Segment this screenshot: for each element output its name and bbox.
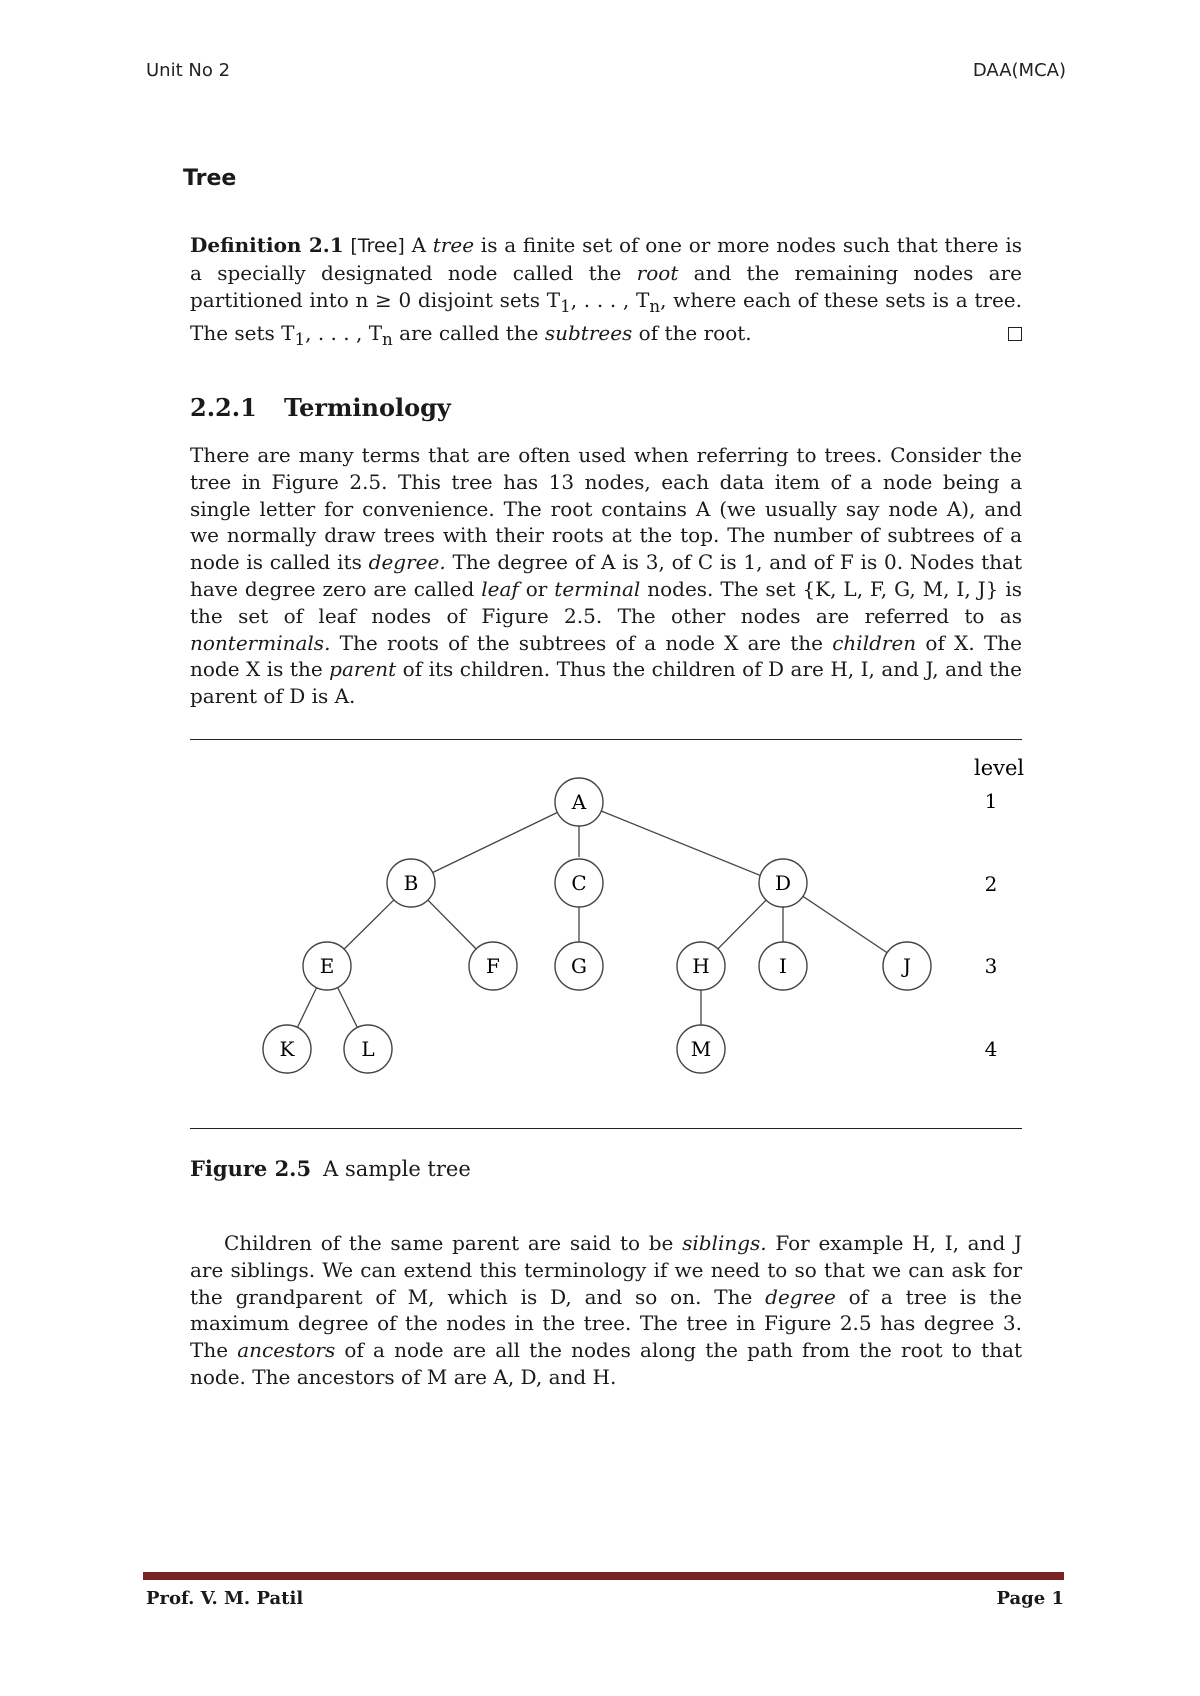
term-text-5: The roots of the subtrees of a node X are the: [330, 630, 833, 655]
figure-caption-number: Figure 2.5: [190, 1156, 312, 1181]
sib-text-4: of a node are all the nodes along the path from the root to that node. The ancestors of M are A, D, and H.: [190, 1338, 1022, 1389]
figure-bottom-rule: [190, 1128, 1022, 1129]
term-text-4: nodes. The set {K, L, F, G, M, I, J} is the set of leaf nodes of Figure 2.5. The other nodes are referred to as: [190, 576, 1022, 628]
term-degree: degree.: [368, 550, 446, 575]
tree-node-label: B: [403, 871, 419, 895]
tree-node-label: E: [319, 954, 335, 978]
def-text-5: , . . . , T: [570, 287, 650, 312]
tree-node-m: [677, 1025, 725, 1073]
term-text-2: The degree of A is 3, of C is 1, and of F is 0. Nodes that have degree zero are called: [190, 550, 1023, 601]
tree-node-label: I: [779, 954, 787, 978]
figure-caption: [190, 1156, 471, 1181]
tree-node-h: [677, 942, 725, 990]
def-text-3: and the remaining nodes are partitioned into n ≥ 0 disjoint sets T: [190, 260, 1022, 312]
def-text-1: A: [404, 233, 433, 257]
section-title: Tree: [183, 166, 237, 191]
sib-text-2: For example H, I, and J are siblings. We can extend this terminology if we need to so that we can ask for the grandparent of M, which is D, and so on. The: [190, 1231, 1022, 1309]
tree-node-label: F: [486, 954, 500, 978]
term-children: children: [832, 630, 917, 655]
def-sub-1: 1: [560, 296, 571, 316]
tree-node-d: [759, 859, 807, 907]
tree-node-g: [555, 942, 603, 990]
sib-text-1: Children of the same parent are said to be: [224, 1231, 683, 1255]
level-4: 4: [984, 1037, 998, 1061]
subsection-number: 2.2.1: [190, 393, 257, 422]
sib-degree: degree: [765, 1284, 836, 1309]
tree-node-label: D: [774, 871, 792, 895]
def-sub-1b: 1: [294, 330, 306, 350]
tree-node-label: H: [692, 954, 710, 978]
footer-divider: [143, 1572, 1064, 1580]
tree-node-label: A: [571, 790, 587, 814]
tree-node-b: [387, 859, 435, 907]
tree-node-label: L: [361, 1037, 375, 1061]
term-parent: parent: [329, 657, 397, 682]
tree-node-a: [555, 778, 603, 826]
definition-tag: [Tree]: [350, 235, 405, 257]
tree-node-label: G: [571, 954, 587, 978]
tree-node-l: [344, 1025, 392, 1073]
tree-node-label: K: [279, 1037, 295, 1061]
edge-a-b: [411, 802, 579, 883]
siblings-paragraph: [190, 1230, 1022, 1391]
tree-node-e: [303, 942, 351, 990]
def-text-2: is a finite set of one or more nodes such that there is a specially designated node called the: [190, 233, 1022, 285]
def-text-7: , where each of these sets is a tree. The sets T: [190, 287, 1022, 346]
tree-node-i: [759, 942, 807, 990]
tree-node-k: [263, 1025, 311, 1073]
term-terminal: terminal: [554, 576, 641, 601]
footer-page-number: Page 1: [996, 1588, 1064, 1609]
def-text-12: of the root.: [632, 321, 752, 346]
edge-a-d: [579, 802, 779, 883]
sib-ancestors: ancestors: [237, 1338, 336, 1363]
term-nonterminals: nonterminals.: [190, 630, 331, 655]
definition-label: Definition 2.1: [190, 233, 344, 257]
footer-author: Prof. V. M. Patil: [146, 1588, 304, 1609]
def-text-9: , . . . , T: [305, 321, 383, 346]
term-text-7: of its children. Thus the children of D are H, I, and J, and the parent of D is A.: [190, 657, 1022, 709]
level-2: 2: [984, 872, 998, 896]
tree-node-label: M: [690, 1037, 712, 1061]
term-text-6: of X. The node X is the: [190, 630, 1022, 682]
tree-node-label: J: [902, 954, 912, 978]
term-leaf: leaf: [481, 576, 519, 601]
header-course: DAA(MCA): [972, 60, 1066, 81]
tree-edges: [287, 802, 907, 1049]
def-text-11: are called the: [392, 321, 545, 346]
tree-node-f: [469, 942, 517, 990]
level-1: 1: [984, 789, 998, 813]
sib-text-3: of a tree is the maximum degree of the nodes in the tree. The tree in Figure 2.5 has degree 3. The: [190, 1284, 1023, 1363]
term-text-1: There are many terms that are often used when referring to trees. Consider the tree in Figure 2.5. This tree has 13 nodes, each data item of a node being a single letter for convenience. The root contains A (we usually say node A), and we normally draw trees with their roots at the top. The number of subtrees of a node is called its: [190, 443, 1022, 575]
tree-nodes: [263, 778, 931, 1073]
figure-caption-text: A sample tree: [323, 1157, 471, 1181]
term-text-3: or: [518, 576, 555, 601]
tree-node-label: C: [571, 871, 587, 895]
level-heading: level: [974, 756, 1025, 780]
def-term-root: root: [636, 260, 679, 285]
def-term-subtrees: subtrees: [544, 321, 633, 346]
tree-node-c: [555, 859, 603, 907]
def-term-tree: tree: [432, 233, 475, 257]
def-sub-n: n: [649, 296, 661, 316]
tree-node-j: [883, 942, 931, 990]
level-3: 3: [984, 954, 998, 978]
def-sub-nb: n: [382, 330, 393, 350]
header-unit: Unit No 2: [146, 60, 231, 81]
sib-siblings: siblings.: [682, 1231, 767, 1255]
subsection-title: Terminology: [284, 393, 451, 422]
